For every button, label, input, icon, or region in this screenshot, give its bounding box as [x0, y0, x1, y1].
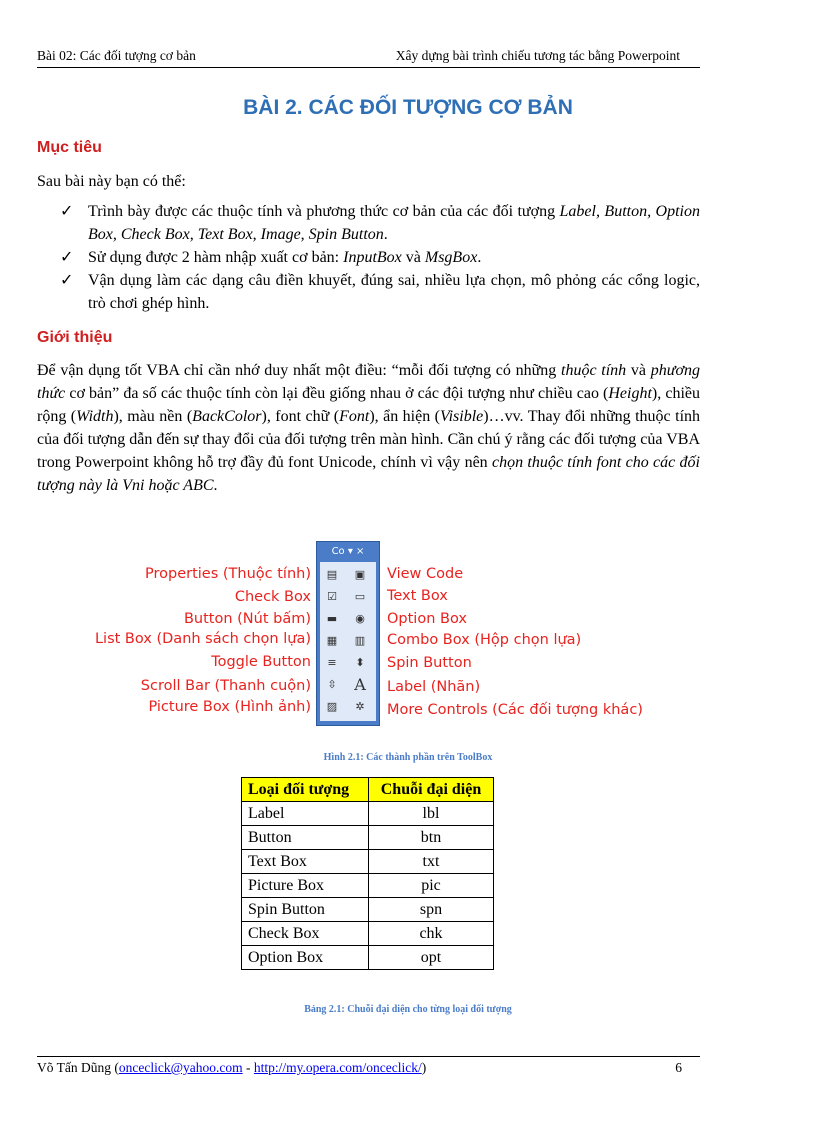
table-row: Label lbl [242, 802, 494, 826]
table-row: Text Box txt [242, 850, 494, 874]
objectives-list [60, 200, 700, 315]
footer-author: Võ Tấn Dũng (onceclick@yahoo.com - http://my.opera.com/onceclick/) [37, 1060, 427, 1075]
label-option-box: Option Box [387, 611, 467, 627]
table-caption: Bảng 2.1: Chuỗi đại diện cho từng loại đối tượng [304, 1004, 512, 1015]
list-item: ✓ Trình bày được các thuộc tính và phương thức cơ bản của các đối tượng Label, Button, Option Box, Check Box, Text Box, Image, Spin Button. [60, 200, 700, 246]
intro-paragraph: Để vận dụng tốt VBA chỉ cần nhớ duy nhất một điều: “mỗi đối tượng có những thuộc tính và phương thức cơ bản” đa số các thuộc tính còn lại đều giống nhau ở các đội tượng như chiều cao (Height), chiều rộng (Width), màu nền (BackColor), font chữ (Font), ẩn hiện (Visible)…vv. Thay đổi những thuộc tính của đối tượng dẫn đến sự thay đổi của đối tượng trên màn hình. Cần chú ý rằng các đối tượng của VBA trong Powerpoint không hỗ trợ đầy đủ font Unicode, chính vì vậy nên chọn thuộc tính font cho các đối tượng này là Vni hoặc ABC. [37, 362, 701, 494]
page-footer [37, 1056, 700, 1076]
label-view-code: View Code [387, 566, 464, 582]
section-heading-objectives: Mục tiêu [37, 139, 102, 156]
table-row: Check Box chk [242, 922, 494, 946]
column-header-type: Loại đối tượng [242, 778, 369, 802]
header-chapter: Bài 02: Các đối tượng cơ bản [37, 48, 196, 63]
scrollbar-icon[interactable]: ⇳ [327, 677, 337, 691]
website-link[interactable]: http://my.opera.com/onceclick/ [253, 1060, 422, 1075]
page-number: 6 [675, 1060, 682, 1075]
label-scroll-bar: Scroll Bar (Thanh cuộn) [140, 678, 311, 694]
lesson-title: BÀI 2. CÁC ĐỐI TƯỢNG CƠ BẢN [243, 96, 573, 119]
label-button: Button (Nút bấm) [183, 611, 311, 627]
toolbox-panel [316, 541, 380, 726]
label-label: Label (Nhãn) [387, 679, 481, 695]
email-link[interactable]: onceclick@yahoo.com [118, 1060, 243, 1075]
table-header-row [242, 778, 494, 802]
label-list-box: List Box (Danh sách chọn lựa) [94, 631, 311, 647]
textbox-icon[interactable]: ▭ [354, 589, 366, 603]
spin-icon[interactable]: ⬍ [355, 655, 365, 669]
checkmark-icon: ✓ [60, 272, 74, 289]
button-icon[interactable]: ▬ [326, 611, 338, 625]
table-row: Spin Button spn [242, 898, 494, 922]
checkmark-icon: ✓ [60, 249, 74, 266]
label-combo-box: Combo Box (Hộp chọn lựa) [387, 632, 582, 648]
toolbox-titlebar: Co ▾ × [331, 545, 365, 557]
checkmark-icon: ✓ [60, 203, 74, 220]
object-prefix-table [241, 777, 494, 970]
objectives-intro: Sau bài này bạn có thể: [37, 173, 186, 190]
table-row: Button btn [242, 826, 494, 850]
toggle-icon[interactable]: ≡ [327, 655, 337, 669]
label-spin-button: Spin Button [387, 655, 472, 671]
label-check-box: Check Box [234, 589, 311, 605]
label-more-controls: More Controls (Các đối tượng khác) [387, 702, 643, 718]
label-icon[interactable]: A [354, 674, 366, 694]
table-row: Picture Box pic [242, 874, 494, 898]
label-picture-box: Picture Box (Hình ảnh) [148, 699, 311, 715]
table-row: Option Box opt [242, 946, 494, 970]
section-heading-intro: Giới thiệu [37, 329, 113, 346]
option-icon[interactable]: ◉ [355, 611, 365, 625]
more-controls-icon[interactable]: ✲ [355, 699, 365, 713]
list-item: ✓ Vận dụng làm các dạng câu điền khuyết, đúng sai, nhiều lựa chọn, mô phỏng các cổng logic, trò chơi ghép hình. [60, 269, 700, 315]
list-item: ✓ Sử dụng được 2 hàm nhập xuất cơ bản: InputBox và MsgBox. [60, 246, 700, 269]
page-header [37, 48, 700, 68]
toolbox-grid [320, 562, 376, 721]
label-toggle-button: Toggle Button [211, 654, 311, 670]
picture-icon[interactable]: ▨ [326, 699, 338, 713]
header-book-title: Xây dựng bài trình chiếu tương tác bằng Powerpoint [395, 48, 680, 63]
label-properties: Properties (Thuộc tính) [145, 566, 311, 582]
combobox-icon[interactable]: ▥ [354, 633, 366, 647]
properties-icon[interactable]: ▤ [326, 567, 338, 581]
column-header-prefix: Chuỗi đại diện [369, 778, 494, 802]
listbox-icon[interactable]: ▦ [326, 633, 338, 647]
label-text-box: Text Box [387, 588, 448, 604]
figure-caption: Hình 2.1: Các thành phần trên ToolBox [323, 752, 493, 763]
view-code-icon[interactable]: ▣ [354, 567, 366, 581]
checkbox-icon[interactable]: ☑ [327, 589, 337, 603]
